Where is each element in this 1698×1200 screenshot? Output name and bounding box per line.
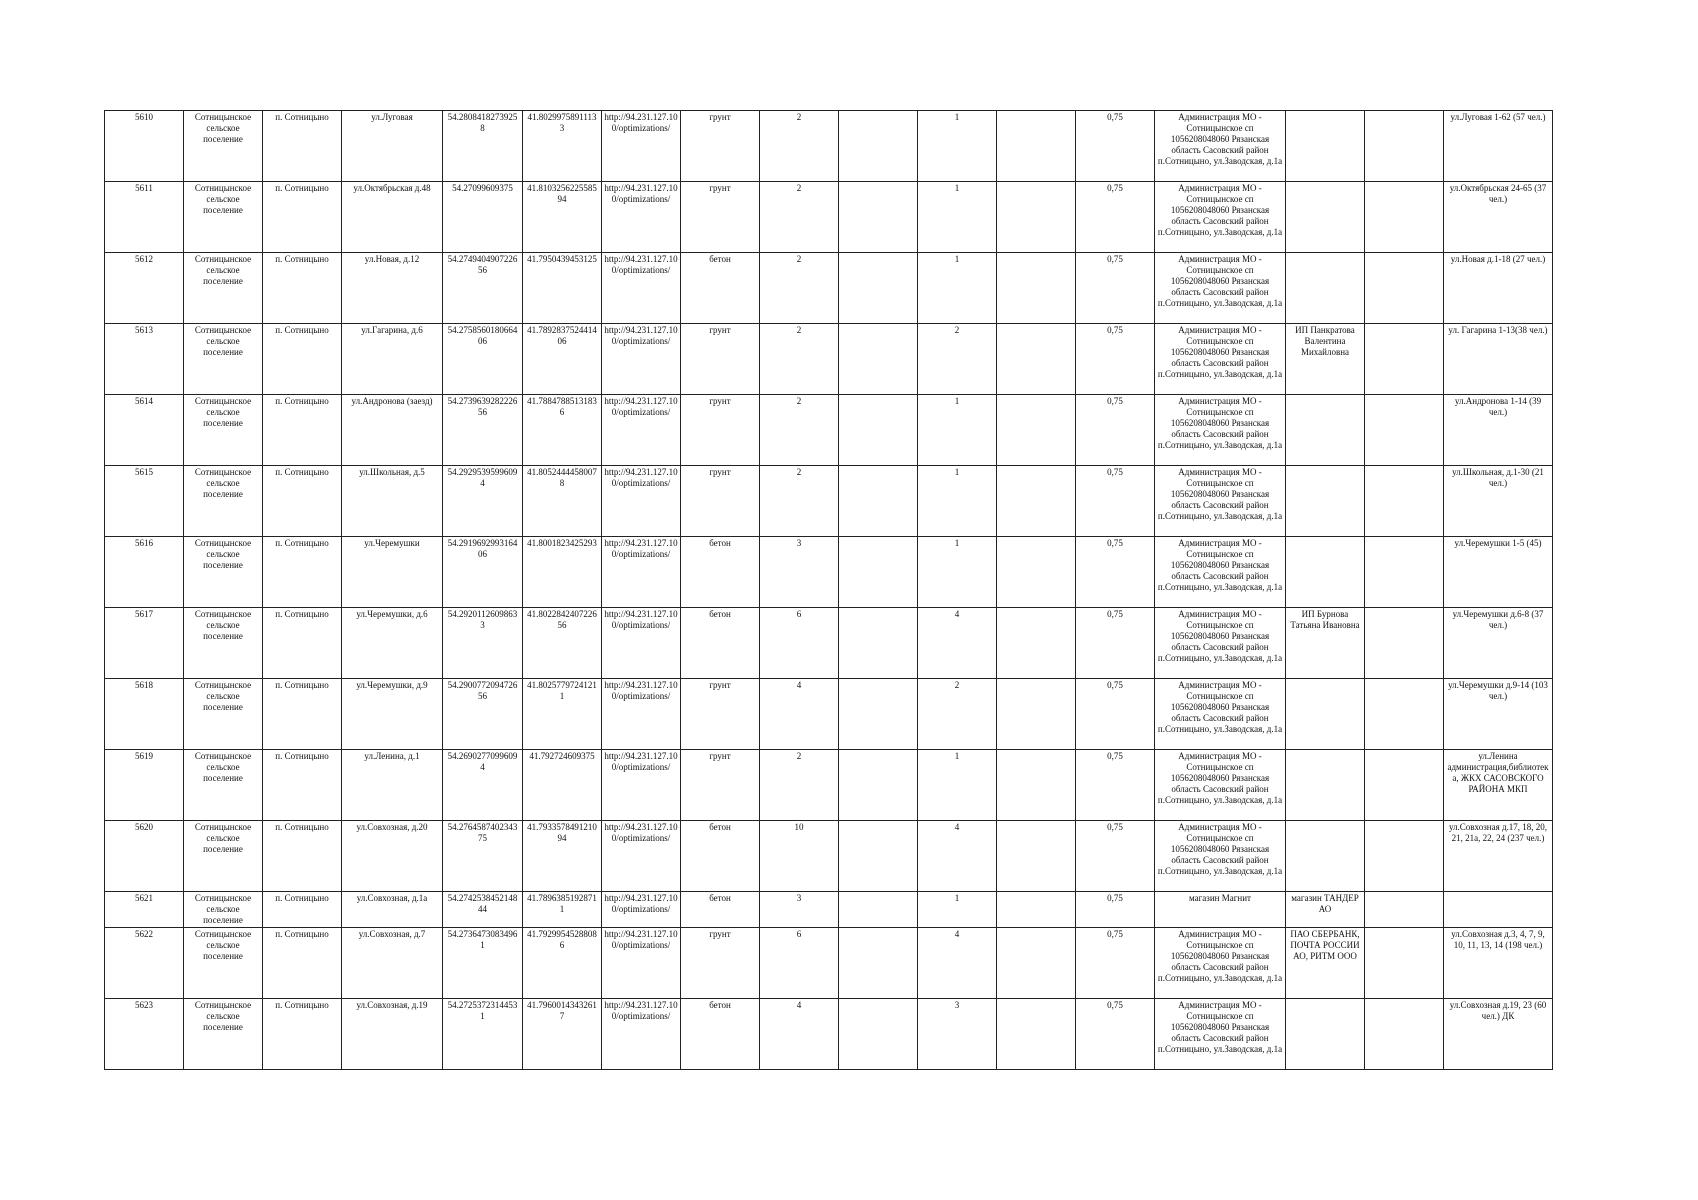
longitude-cell: 41.8001823425293 xyxy=(523,537,602,608)
area-cell: 10 xyxy=(760,821,839,892)
source-organization-cell: ПАО СБЕРБАНК, ПОЧТА РОССИИ АО, РИТМ ООО xyxy=(1286,928,1365,999)
empty-cell-c xyxy=(1365,537,1444,608)
map-link-cell: http://94.231.127.10 0/optimizations/ xyxy=(602,182,681,253)
source-organization-cell: ИП Бурнова Татьяна Ивановна xyxy=(1286,608,1365,679)
container-volume-cell: 0,75 xyxy=(1076,608,1155,679)
site-number-cell: 5615 xyxy=(105,466,184,537)
empty-cell-b xyxy=(997,928,1076,999)
map-link-cell: http://94.231.127.10 0/optimizations/ xyxy=(602,750,681,821)
container-count-cell: 1 xyxy=(918,182,997,253)
table-row xyxy=(105,395,1553,466)
latitude-cell: 54.2920112609863 3 xyxy=(443,608,523,679)
served-addresses-cell: ул.Совхозная д.17, 18, 20, 21, 21а, 22, 24 (237 чел.) xyxy=(1444,821,1553,892)
container-count-cell: 1 xyxy=(918,892,997,928)
table-body xyxy=(105,111,1553,1070)
latitude-cell: 54.27099609375 xyxy=(443,182,523,253)
owner-cell: Администрация МО - Сотницынское сп 1056208048060 Рязанская область Сасовский район п.Сотницыно, ул.Заводская, д.1а xyxy=(1155,537,1286,608)
address-cell: ул.Черемушки xyxy=(342,537,443,608)
source-organization-cell: магазин ТАНДЕР АО xyxy=(1286,892,1365,928)
map-link-cell: http://94.231.127.10 0/optimizations/ xyxy=(602,821,681,892)
site-number-cell: 5622 xyxy=(105,928,184,999)
served-addresses-cell: ул.Новая д.1-18 (27 чел.) xyxy=(1444,253,1553,324)
surface-cell: бетон xyxy=(681,608,760,679)
container-volume-cell: 0,75 xyxy=(1076,892,1155,928)
owner-cell: Администрация МО - Сотницынское сп 1056208048060 Рязанская область Сасовский район п.Сотницыно, ул.Заводская, д.1а xyxy=(1155,466,1286,537)
map-link-cell: http://94.231.127.10 0/optimizations/ xyxy=(602,608,681,679)
empty-cell-a xyxy=(839,679,918,750)
container-count-cell: 2 xyxy=(918,324,997,395)
settlement-cell: Сотницынское сельское поселение xyxy=(184,253,263,324)
empty-cell-c xyxy=(1365,608,1444,679)
latitude-cell: 54.2808418273925 8 xyxy=(443,111,523,182)
site-number-cell: 5613 xyxy=(105,324,184,395)
table-row xyxy=(105,253,1553,324)
source-organization-cell xyxy=(1286,537,1365,608)
map-link-cell: http://94.231.127.10 0/optimizations/ xyxy=(602,111,681,182)
owner-cell: Администрация МО - Сотницынское сп 1056208048060 Рязанская область Сасовский район п.Сотницыно, ул.Заводская, д.1а xyxy=(1155,679,1286,750)
surface-cell: бетон xyxy=(681,253,760,324)
longitude-cell: 41.7896385192871 1 xyxy=(523,892,602,928)
container-volume-cell: 0,75 xyxy=(1076,395,1155,466)
area-cell: 2 xyxy=(760,253,839,324)
owner-cell: Администрация МО - Сотницынское сп 1056208048060 Рязанская область Сасовский район п.Сотницыно, ул.Заводская, д.1а xyxy=(1155,182,1286,253)
map-link-cell: http://94.231.127.10 0/optimizations/ xyxy=(602,928,681,999)
empty-cell-c xyxy=(1365,253,1444,324)
container-count-cell: 1 xyxy=(918,537,997,608)
locality-cell: п. Сотницыно xyxy=(263,928,342,999)
site-number-cell: 5623 xyxy=(105,999,184,1070)
surface-cell: грунт xyxy=(681,395,760,466)
address-cell: ул.Совхозная, д.1а xyxy=(342,892,443,928)
empty-cell-b xyxy=(997,253,1076,324)
owner-cell: магазин Магнит xyxy=(1155,892,1286,928)
table-row xyxy=(105,111,1553,182)
empty-cell-a xyxy=(839,537,918,608)
served-addresses-cell: ул. Гагарина 1-13(38 чел.) xyxy=(1444,324,1553,395)
longitude-cell: 41.7884788513183 6 xyxy=(523,395,602,466)
latitude-cell: 54.2900772094726 56 xyxy=(443,679,523,750)
source-organization-cell xyxy=(1286,999,1365,1070)
empty-cell-c xyxy=(1365,395,1444,466)
served-addresses-cell: ул.Черемушки 1-5 (45) xyxy=(1444,537,1553,608)
surface-cell: грунт xyxy=(681,111,760,182)
locality-cell: п. Сотницыно xyxy=(263,466,342,537)
address-cell: ул.Школьная, д.5 xyxy=(342,466,443,537)
area-cell: 3 xyxy=(760,892,839,928)
locality-cell: п. Сотницыно xyxy=(263,324,342,395)
longitude-cell: 41.8052444458007 8 xyxy=(523,466,602,537)
locality-cell: п. Сотницыно xyxy=(263,821,342,892)
map-link-cell: http://94.231.127.10 0/optimizations/ xyxy=(602,324,681,395)
address-cell: ул.Новая, д.12 xyxy=(342,253,443,324)
source-organization-cell xyxy=(1286,679,1365,750)
map-link-cell: http://94.231.127.10 0/optimizations/ xyxy=(602,395,681,466)
source-organization-cell xyxy=(1286,253,1365,324)
owner-cell: Администрация МО - Сотницынское сп 1056208048060 Рязанская область Сасовский район п.Сотницыно, ул.Заводская, д.1а xyxy=(1155,999,1286,1070)
table-row xyxy=(105,537,1553,608)
settlement-cell: Сотницынское сельское поселение xyxy=(184,466,263,537)
container-volume-cell: 0,75 xyxy=(1076,466,1155,537)
empty-cell-b xyxy=(997,111,1076,182)
site-number-cell: 5617 xyxy=(105,608,184,679)
longitude-cell: 41.8025779724121 1 xyxy=(523,679,602,750)
map-link-cell: http://94.231.127.10 0/optimizations/ xyxy=(602,466,681,537)
site-number-cell: 5616 xyxy=(105,537,184,608)
empty-cell-a xyxy=(839,395,918,466)
owner-cell: Администрация МО - Сотницынское сп 1056208048060 Рязанская область Сасовский район п.Сотницыно, ул.Заводская, д.1а xyxy=(1155,395,1286,466)
container-volume-cell: 0,75 xyxy=(1076,111,1155,182)
area-cell: 2 xyxy=(760,111,839,182)
container-count-cell: 2 xyxy=(918,679,997,750)
container-count-cell: 4 xyxy=(918,928,997,999)
empty-cell-c xyxy=(1365,324,1444,395)
empty-cell-a xyxy=(839,466,918,537)
surface-cell: грунт xyxy=(681,466,760,537)
settlement-cell: Сотницынское сельское поселение xyxy=(184,821,263,892)
empty-cell-c xyxy=(1365,999,1444,1070)
site-number-cell: 5614 xyxy=(105,395,184,466)
owner-cell: Администрация МО - Сотницынское сп 1056208048060 Рязанская область Сасовский район п.Сотницыно, ул.Заводская, д.1а xyxy=(1155,928,1286,999)
settlement-cell: Сотницынское сельское поселение xyxy=(184,182,263,253)
longitude-cell: 41.7892837524414 06 xyxy=(523,324,602,395)
container-count-cell: 4 xyxy=(918,821,997,892)
served-addresses-cell: ул.Школьная, д.1-30 (21 чел.) xyxy=(1444,466,1553,537)
container-volume-cell: 0,75 xyxy=(1076,999,1155,1070)
owner-cell: Администрация МО - Сотницынское сп 1056208048060 Рязанская область Сасовский район п.Сотницыно, ул.Заводская, д.1а xyxy=(1155,750,1286,821)
container-count-cell: 3 xyxy=(918,999,997,1070)
address-cell: ул.Черемушки, д.6 xyxy=(342,608,443,679)
source-organization-cell xyxy=(1286,111,1365,182)
container-volume-cell: 0,75 xyxy=(1076,253,1155,324)
container-count-cell: 4 xyxy=(918,608,997,679)
latitude-cell: 54.2742538452148 44 xyxy=(443,892,523,928)
served-addresses-cell: ул.Луговая 1-62 (57 чел.) xyxy=(1444,111,1553,182)
locality-cell: п. Сотницыно xyxy=(263,182,342,253)
empty-cell-c xyxy=(1365,466,1444,537)
table-row xyxy=(105,679,1553,750)
longitude-cell: 41.7960014343261 7 xyxy=(523,999,602,1070)
empty-cell-c xyxy=(1365,679,1444,750)
site-number-cell: 5620 xyxy=(105,821,184,892)
table-row xyxy=(105,324,1553,395)
empty-cell-a xyxy=(839,324,918,395)
container-volume-cell: 0,75 xyxy=(1076,679,1155,750)
surface-cell: бетон xyxy=(681,999,760,1070)
longitude-cell: 41.8022842407226 56 xyxy=(523,608,602,679)
site-number-cell: 5611 xyxy=(105,182,184,253)
latitude-cell: 54.2690277099609 4 xyxy=(443,750,523,821)
longitude-cell: 41.7950439453125 xyxy=(523,253,602,324)
settlement-cell: Сотницынское сельское поселение xyxy=(184,679,263,750)
empty-cell-c xyxy=(1365,892,1444,928)
served-addresses-cell: ул.Ленина администрация,библиотека, ЖКХ САСОВСКОГО РАЙОНА МКП xyxy=(1444,750,1553,821)
settlement-cell: Сотницынское сельское поселение xyxy=(184,395,263,466)
settlement-cell: Сотницынское сельское поселение xyxy=(184,928,263,999)
empty-cell-c xyxy=(1365,928,1444,999)
table-row xyxy=(105,892,1553,928)
area-cell: 2 xyxy=(760,182,839,253)
served-addresses-cell: ул.Совхозная д.19, 23 (60 чел.) ДК xyxy=(1444,999,1553,1070)
owner-cell: Администрация МО - Сотницынское сп 1056208048060 Рязанская область Сасовский район п.Сотницыно, ул.Заводская, д.1а xyxy=(1155,324,1286,395)
owner-cell: Администрация МО - Сотницынское сп 1056208048060 Рязанская область Сасовский район п.Сотницыно, ул.Заводская, д.1а xyxy=(1155,608,1286,679)
container-count-cell: 1 xyxy=(918,111,997,182)
container-count-cell: 1 xyxy=(918,466,997,537)
locality-cell: п. Сотницыно xyxy=(263,679,342,750)
empty-cell-a xyxy=(839,182,918,253)
locality-cell: п. Сотницыно xyxy=(263,395,342,466)
container-volume-cell: 0,75 xyxy=(1076,821,1155,892)
surface-cell: грунт xyxy=(681,928,760,999)
address-cell: ул.Луговая xyxy=(342,111,443,182)
empty-cell-c xyxy=(1365,182,1444,253)
settlement-cell: Сотницынское сельское поселение xyxy=(184,750,263,821)
source-organization-cell: ИП Панкратова Валентина Михайловна xyxy=(1286,324,1365,395)
empty-cell-c xyxy=(1365,111,1444,182)
latitude-cell: 54.2749404907226 56 xyxy=(443,253,523,324)
container-count-cell: 1 xyxy=(918,750,997,821)
area-cell: 2 xyxy=(760,466,839,537)
latitude-cell: 54.2929539599609 4 xyxy=(443,466,523,537)
area-cell: 2 xyxy=(760,395,839,466)
source-organization-cell xyxy=(1286,466,1365,537)
site-number-cell: 5612 xyxy=(105,253,184,324)
address-cell: ул.Ленина, д.1 xyxy=(342,750,443,821)
served-addresses-cell: ул.Октябрьская 24-65 (37 чел.) xyxy=(1444,182,1553,253)
empty-cell-a xyxy=(839,111,918,182)
table-row xyxy=(105,182,1553,253)
address-cell: ул.Совхозная, д.20 xyxy=(342,821,443,892)
source-organization-cell xyxy=(1286,821,1365,892)
source-organization-cell xyxy=(1286,395,1365,466)
site-number-cell: 5618 xyxy=(105,679,184,750)
surface-cell: бетон xyxy=(681,821,760,892)
area-cell: 6 xyxy=(760,608,839,679)
table-row xyxy=(105,821,1553,892)
table-row xyxy=(105,750,1553,821)
owner-cell: Администрация МО - Сотницынское сп 1056208048060 Рязанская область Сасовский район п.Сотницыно, ул.Заводская, д.1а xyxy=(1155,111,1286,182)
latitude-cell: 54.2739639282226 56 xyxy=(443,395,523,466)
latitude-cell: 54.2725372314453 1 xyxy=(443,999,523,1070)
latitude-cell: 54.2758560180664 06 xyxy=(443,324,523,395)
longitude-cell: 41.8029975891113 3 xyxy=(523,111,602,182)
empty-cell-a xyxy=(839,750,918,821)
area-cell: 4 xyxy=(760,679,839,750)
container-volume-cell: 0,75 xyxy=(1076,182,1155,253)
served-addresses-cell: ул.Андронова 1-14 (39 чел.) xyxy=(1444,395,1553,466)
empty-cell-b xyxy=(997,324,1076,395)
longitude-cell: 41.7933578491210 94 xyxy=(523,821,602,892)
empty-cell-a xyxy=(839,999,918,1070)
settlement-cell: Сотницынское сельское поселение xyxy=(184,537,263,608)
served-addresses-cell xyxy=(1444,892,1553,928)
map-link-cell: http://94.231.127.10 0/optimizations/ xyxy=(602,999,681,1070)
locality-cell: п. Сотницыно xyxy=(263,999,342,1070)
site-number-cell: 5619 xyxy=(105,750,184,821)
empty-cell-b xyxy=(997,182,1076,253)
area-cell: 2 xyxy=(760,750,839,821)
table-row xyxy=(105,466,1553,537)
address-cell: ул.Гагарина, д.6 xyxy=(342,324,443,395)
empty-cell-c xyxy=(1365,750,1444,821)
served-addresses-cell: ул.Совхозная д.3, 4, 7, 9, 10, 11, 13, 14 (198 чел.) xyxy=(1444,928,1553,999)
longitude-cell: 41.8103256225585 94 xyxy=(523,182,602,253)
address-cell: ул.Совхозная, д.19 xyxy=(342,999,443,1070)
address-cell: ул.Совхозная, д.7 xyxy=(342,928,443,999)
site-number-cell: 5610 xyxy=(105,111,184,182)
surface-cell: бетон xyxy=(681,892,760,928)
latitude-cell: 54.2764587402343 75 xyxy=(443,821,523,892)
locality-cell: п. Сотницыно xyxy=(263,537,342,608)
address-cell: ул.Черемушки, д.9 xyxy=(342,679,443,750)
surface-cell: грунт xyxy=(681,750,760,821)
table-row xyxy=(105,999,1553,1070)
longitude-cell: 41.7929954528808 6 xyxy=(523,928,602,999)
site-number-cell: 5621 xyxy=(105,892,184,928)
settlement-cell: Сотницынское сельское поселение xyxy=(184,111,263,182)
area-cell: 4 xyxy=(760,999,839,1070)
empty-cell-a xyxy=(839,821,918,892)
container-volume-cell: 0,75 xyxy=(1076,750,1155,821)
area-cell: 3 xyxy=(760,537,839,608)
empty-cell-c xyxy=(1365,821,1444,892)
map-link-cell: http://94.231.127.10 0/optimizations/ xyxy=(602,253,681,324)
surface-cell: бетон xyxy=(681,537,760,608)
served-addresses-cell: ул.Черемушки д.6-8 (37 чел.) xyxy=(1444,608,1553,679)
empty-cell-b xyxy=(997,466,1076,537)
container-count-cell: 1 xyxy=(918,395,997,466)
longitude-cell: 41.792724609375 xyxy=(523,750,602,821)
owner-cell: Администрация МО - Сотницынское сп 1056208048060 Рязанская область Сасовский район п.Сотницыно, ул.Заводская, д.1а xyxy=(1155,821,1286,892)
table-row xyxy=(105,608,1553,679)
container-volume-cell: 0,75 xyxy=(1076,324,1155,395)
latitude-cell: 54.2736473083496 1 xyxy=(443,928,523,999)
container-volume-cell: 0,75 xyxy=(1076,928,1155,999)
locality-cell: п. Сотницыно xyxy=(263,111,342,182)
locality-cell: п. Сотницыно xyxy=(263,892,342,928)
empty-cell-a xyxy=(839,928,918,999)
owner-cell: Администрация МО - Сотницынское сп 1056208048060 Рязанская область Сасовский район п.Сотницыно, ул.Заводская, д.1а xyxy=(1155,253,1286,324)
area-cell: 6 xyxy=(760,928,839,999)
empty-cell-b xyxy=(997,999,1076,1070)
table-row xyxy=(105,928,1553,999)
map-link-cell: http://94.231.127.10 0/optimizations/ xyxy=(602,892,681,928)
empty-cell-a xyxy=(839,608,918,679)
locality-cell: п. Сотницыно xyxy=(263,253,342,324)
settlement-cell: Сотницынское сельское поселение xyxy=(184,999,263,1070)
container-volume-cell: 0,75 xyxy=(1076,537,1155,608)
empty-cell-b xyxy=(997,821,1076,892)
container-count-cell: 1 xyxy=(918,253,997,324)
settlement-cell: Сотницынское сельское поселение xyxy=(184,324,263,395)
empty-cell-b xyxy=(997,750,1076,821)
surface-cell: грунт xyxy=(681,324,760,395)
address-cell: ул.Андронова (заезд) xyxy=(342,395,443,466)
latitude-cell: 54.2919692993164 06 xyxy=(443,537,523,608)
surface-cell: грунт xyxy=(681,182,760,253)
empty-cell-b xyxy=(997,537,1076,608)
settlement-cell: Сотницынское сельское поселение xyxy=(184,608,263,679)
empty-cell-b xyxy=(997,395,1076,466)
address-cell: ул.Октябрьская д.48 xyxy=(342,182,443,253)
area-cell: 2 xyxy=(760,324,839,395)
locality-cell: п. Сотницыно xyxy=(263,608,342,679)
served-addresses-cell: ул.Черемушки д.9-14 (103 чел.) xyxy=(1444,679,1553,750)
map-link-cell: http://94.231.127.10 0/optimizations/ xyxy=(602,537,681,608)
waste-site-registry-table xyxy=(104,110,1553,1070)
source-organization-cell xyxy=(1286,182,1365,253)
empty-cell-a xyxy=(839,892,918,928)
empty-cell-b xyxy=(997,679,1076,750)
surface-cell: грунт xyxy=(681,679,760,750)
locality-cell: п. Сотницыно xyxy=(263,750,342,821)
source-organization-cell xyxy=(1286,750,1365,821)
empty-cell-b xyxy=(997,892,1076,928)
settlement-cell: Сотницынское сельское поселение xyxy=(184,892,263,928)
map-link-cell: http://94.231.127.10 0/optimizations/ xyxy=(602,679,681,750)
empty-cell-b xyxy=(997,608,1076,679)
empty-cell-a xyxy=(839,253,918,324)
